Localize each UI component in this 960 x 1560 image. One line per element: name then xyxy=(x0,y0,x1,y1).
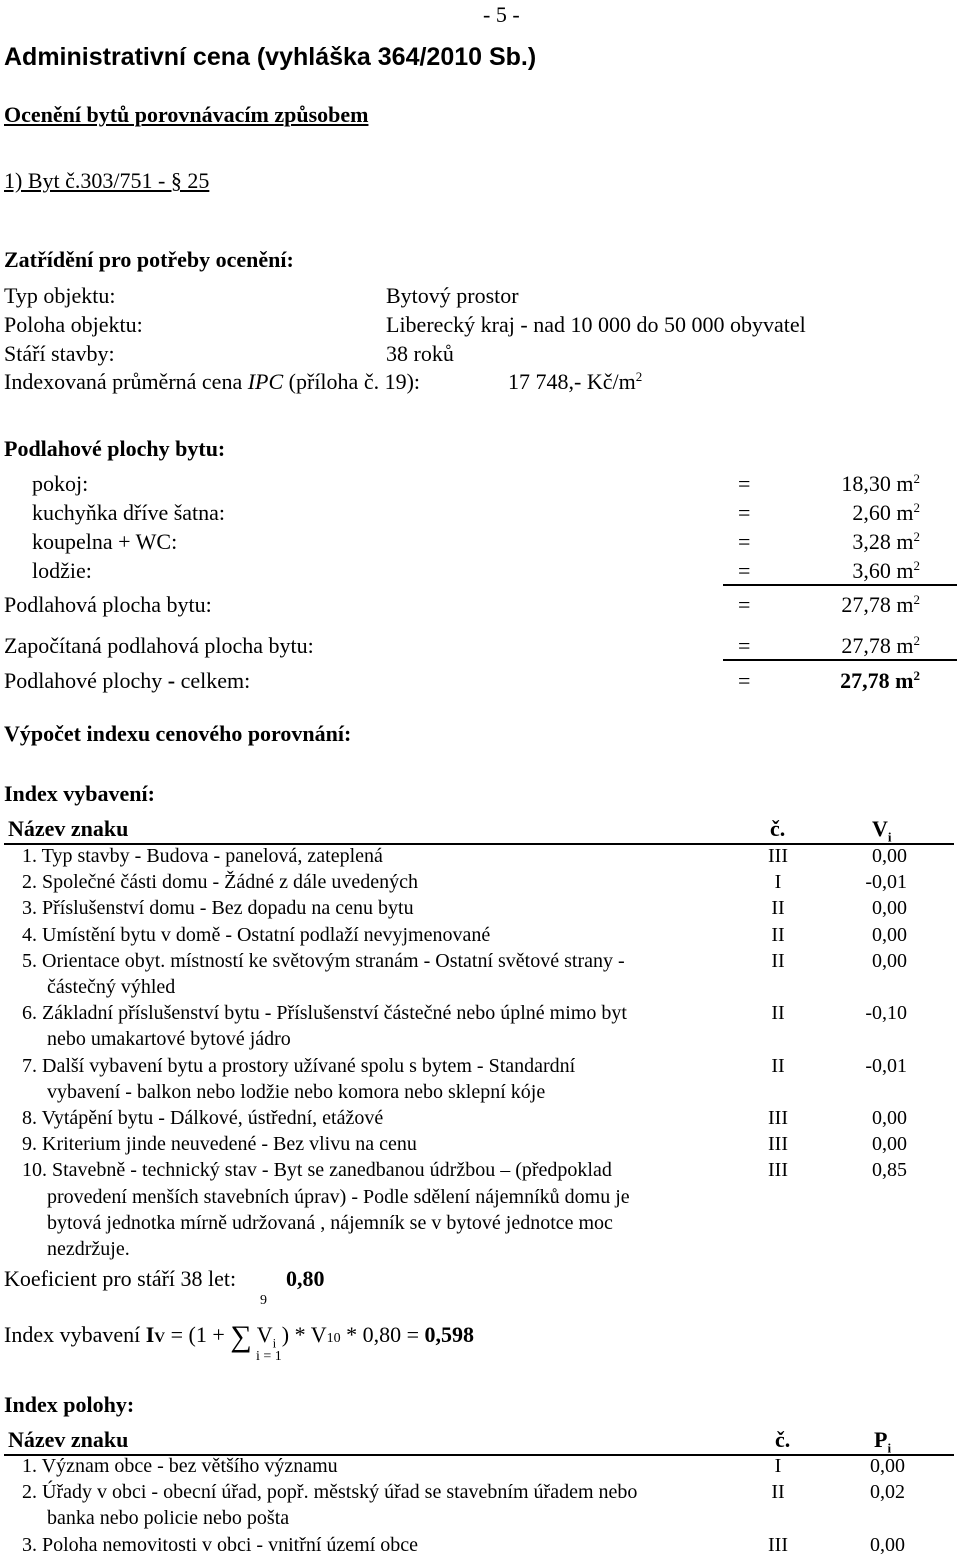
formula-eq-open: = (1 + xyxy=(165,1322,231,1347)
table-row-text: nebo umakartové bytové jádro xyxy=(47,1028,291,1051)
table-row-class: III xyxy=(768,1107,788,1129)
table-row-class: II xyxy=(771,1054,785,1077)
location-col-val xyxy=(874,1427,891,1456)
table-row-value: 0,00 xyxy=(872,1107,907,1129)
table-row-text: 10. Stavebně - technický stav - Byt se zanedbanou údržbou – (předpoklad xyxy=(22,1159,612,1182)
table-row-text: 3. Poloha nemovitosti v obci - vnitřní území obce xyxy=(22,1533,419,1556)
location-col-val-sub: i xyxy=(887,1440,892,1456)
equipment-heading: Index vybavení: xyxy=(4,781,155,806)
table-row-value: 0,00 xyxy=(872,897,907,920)
table-row-class: III xyxy=(768,1533,788,1556)
table-row-class: II xyxy=(771,923,785,946)
table-row-value: -0,01 xyxy=(865,871,907,894)
calc-heading: Výpočet indexu cenového porovnání: xyxy=(4,721,352,746)
area-label-loggia: lodžie: xyxy=(32,558,92,583)
table-row-text: 7. Další vybavení bytu a prostory užívané spolu s bytem - Standardní xyxy=(22,1054,576,1077)
page-number: - 5 - xyxy=(483,2,520,27)
ipc-value xyxy=(508,369,642,395)
area-overall-label-dash: - xyxy=(167,668,176,693)
area-counted-value-text: 27,78 m xyxy=(841,633,914,658)
area-value-loggia-text: 3,60 m xyxy=(852,558,914,583)
equipment-index-formula xyxy=(4,1320,474,1354)
table-row-class: III xyxy=(768,845,788,867)
area-counted-value-sup: 2 xyxy=(913,633,920,648)
section-subtitle: Ocenění bytů porovnávacím způsobem xyxy=(4,102,369,127)
area-counted-value xyxy=(841,633,920,659)
ipc-label-pre: Indexovaná průměrná cena xyxy=(4,369,248,394)
ipc-label xyxy=(4,369,420,395)
area-overall-label xyxy=(4,668,250,694)
table-row-value: -0,10 xyxy=(865,1002,907,1025)
table-row-text: 6. Základní příslušenství bytu - Příslušenství částečné nebo úplné mimo byt xyxy=(22,1002,627,1025)
table-row-text: nezdržuje. xyxy=(47,1238,130,1260)
area-label-kitchen: kuchyňka dříve šatna: xyxy=(32,500,226,525)
area-counted-label: Započítaná podlahová plocha bytu: xyxy=(4,633,314,658)
table-row-text: vybavení - balkon nebo lodžie nebo komora nebo sklepní kóje xyxy=(47,1080,546,1103)
formula-iv-sub: V xyxy=(154,1330,166,1346)
equipment-col-no: č. xyxy=(770,816,786,841)
area-total-value xyxy=(841,592,920,618)
area-eq-loggia: = xyxy=(738,558,751,583)
table-row-class: I xyxy=(774,1455,782,1477)
class-label-type: Typ objektu: xyxy=(4,283,116,308)
area-overall-value-sup: 2 xyxy=(913,668,920,683)
ipc-value-text: 17 748,- Kč/m xyxy=(508,369,636,394)
area-overall-label-post: celkem: xyxy=(175,668,251,693)
formula-v10-sub: 10 xyxy=(326,1331,341,1346)
age-coef-value: 0,80 xyxy=(286,1266,325,1291)
formula-vi: V xyxy=(256,1322,273,1347)
equipment-col-val-text: V xyxy=(872,816,888,841)
table-row-value: 0,00 xyxy=(872,1133,907,1156)
area-value-loggia xyxy=(852,558,920,584)
table-row-value: -0,01 xyxy=(865,1054,907,1077)
formula-mid: ) * V xyxy=(276,1322,327,1347)
table-row-text: provedení menších stavebních úprav) - Podle sdělení nájemníků domu je xyxy=(47,1185,630,1208)
table-row-text: 2. Úřady v obci - obecní úřad, popř. městský úřad se stavebním úřadem nebo xyxy=(22,1481,638,1504)
area-value-room-sup: 2 xyxy=(913,471,920,486)
area-eq-kitchen: = xyxy=(738,500,751,525)
location-col-name: Název znaku xyxy=(8,1427,129,1452)
location-col-val-text: P xyxy=(874,1427,888,1452)
class-value-location: Liberecký kraj - nad 10 000 do 50 000 obyvatel xyxy=(386,312,806,337)
ipc-value-sup: 2 xyxy=(635,369,643,384)
table-row-value: 0,00 xyxy=(870,1533,905,1556)
area-value-room-text: 18,30 m xyxy=(841,471,914,496)
formula-tail: * 0,80 = xyxy=(340,1322,425,1347)
area-value-bathroom xyxy=(852,529,920,555)
classification-heading: Zatřídění pro potřeby ocenění: xyxy=(4,247,294,272)
table-row-text: 2. Společné části domu - Žádné z dále uvedených xyxy=(22,871,418,894)
ipc-label-italic: IPC xyxy=(247,369,284,394)
table-row-value: 0,85 xyxy=(872,1159,907,1182)
area-total-label: Podlahová plocha bytu: xyxy=(4,592,212,617)
area-label-bathroom: koupelna + WC: xyxy=(32,529,178,554)
age-coef-label: Koeficient pro stáří 38 let: xyxy=(4,1266,237,1291)
ipc-label-post: (příloha č. 19): xyxy=(283,369,421,394)
equipment-col-val xyxy=(872,816,892,845)
area-value-kitchen xyxy=(852,500,920,526)
table-row-class: I xyxy=(774,871,782,894)
equipment-col-name: Název znaku xyxy=(8,816,129,841)
formula-iv: I xyxy=(145,1322,155,1347)
table-row-text: 9. Kriterium jinde neuvedené - Bez vlivu na cenu xyxy=(22,1133,417,1156)
table-row-value: 0,02 xyxy=(870,1481,905,1504)
table-row-text: 5. Orientace obyt. místností ke světovým stranám - Ostatní světové strany - xyxy=(22,949,625,972)
area-total-value-sup: 2 xyxy=(913,592,920,607)
areas-sum-rule xyxy=(723,584,957,586)
table-row-class: III xyxy=(768,1159,788,1182)
table-row-text: 8. Vytápění bytu - Dálkové, ústřední, etážové xyxy=(22,1107,384,1129)
table-row-text: částečný výhled xyxy=(47,976,176,998)
table-row-text: banka nebo policie nebo pošta xyxy=(47,1507,290,1530)
areas-overall-rule xyxy=(723,659,957,661)
formula-result: 0,598 xyxy=(424,1322,475,1347)
table-row-value: 0,00 xyxy=(870,1455,905,1477)
location-col-no: č. xyxy=(775,1427,791,1452)
area-value-bathroom-sup: 2 xyxy=(913,529,920,544)
area-total-value-text: 27,78 m xyxy=(841,592,914,617)
area-value-loggia-sup: 2 xyxy=(913,558,920,573)
table-row-text: 1. Typ stavby - Budova - panelová, zateplená xyxy=(22,845,383,867)
table-row-value: 0,00 xyxy=(872,949,907,972)
class-label-age: Stáří stavby: xyxy=(4,341,115,366)
area-overall-value-text: 27,78 m xyxy=(840,668,914,693)
formula-vi-sub: i xyxy=(272,1335,277,1351)
area-value-bathroom-text: 3,28 m xyxy=(852,529,914,554)
class-value-age: 38 roků xyxy=(386,341,454,366)
area-overall-value xyxy=(840,668,920,694)
class-label-location: Poloha objektu: xyxy=(4,312,143,337)
area-overall-eq: = xyxy=(738,668,751,693)
table-row-text: 4. Umístění bytu v domě - Ostatní podlaží nevyjmenované xyxy=(22,923,491,946)
table-row-class: II xyxy=(771,1002,785,1025)
area-eq-room: = xyxy=(738,471,751,496)
area-value-room xyxy=(841,471,920,497)
table-row-value: 0,00 xyxy=(872,845,907,867)
area-value-kitchen-sup: 2 xyxy=(913,500,920,515)
class-value-type: Bytový prostor xyxy=(386,283,519,308)
location-heading: Index polohy: xyxy=(4,1392,135,1417)
flat-heading: 1) Byt č.303/751 - § 25 xyxy=(4,168,210,193)
area-eq-bathroom: = xyxy=(738,529,751,554)
table-row-text: bytová jednotka mírně udržovaná , nájemník se v bytové jednotce moc xyxy=(47,1211,613,1234)
table-row-class: II xyxy=(771,897,785,920)
area-counted-eq: = xyxy=(738,633,751,658)
page-title: Administrativní cena (vyhláška 364/2010 Sb.) xyxy=(4,43,537,71)
area-total-eq: = xyxy=(738,592,751,617)
formula-label: Index vybavení xyxy=(4,1322,146,1347)
table-row-class: II xyxy=(771,1481,785,1504)
area-value-kitchen-text: 2,60 m xyxy=(852,500,914,525)
table-row-text: 3. Příslušenství domu - Bez dopadu na cenu bytu xyxy=(22,897,414,920)
equipment-col-val-sub: i xyxy=(887,829,892,845)
table-row-value: 0,00 xyxy=(872,923,907,946)
table-row-text: 1. Význam obce - bez většího významu xyxy=(22,1455,338,1477)
sum-lower-limit: i = 1 xyxy=(256,1349,282,1364)
sum-symbol: ∑ xyxy=(230,1320,252,1353)
sum-upper-limit: 9 xyxy=(260,1293,267,1308)
areas-heading: Podlahové plochy bytu: xyxy=(4,436,226,461)
table-row-class: II xyxy=(771,949,785,972)
area-label-room: pokoj: xyxy=(32,471,89,496)
table-row-class: III xyxy=(768,1133,788,1156)
area-overall-label-pre: Podlahové plochy xyxy=(4,668,168,693)
